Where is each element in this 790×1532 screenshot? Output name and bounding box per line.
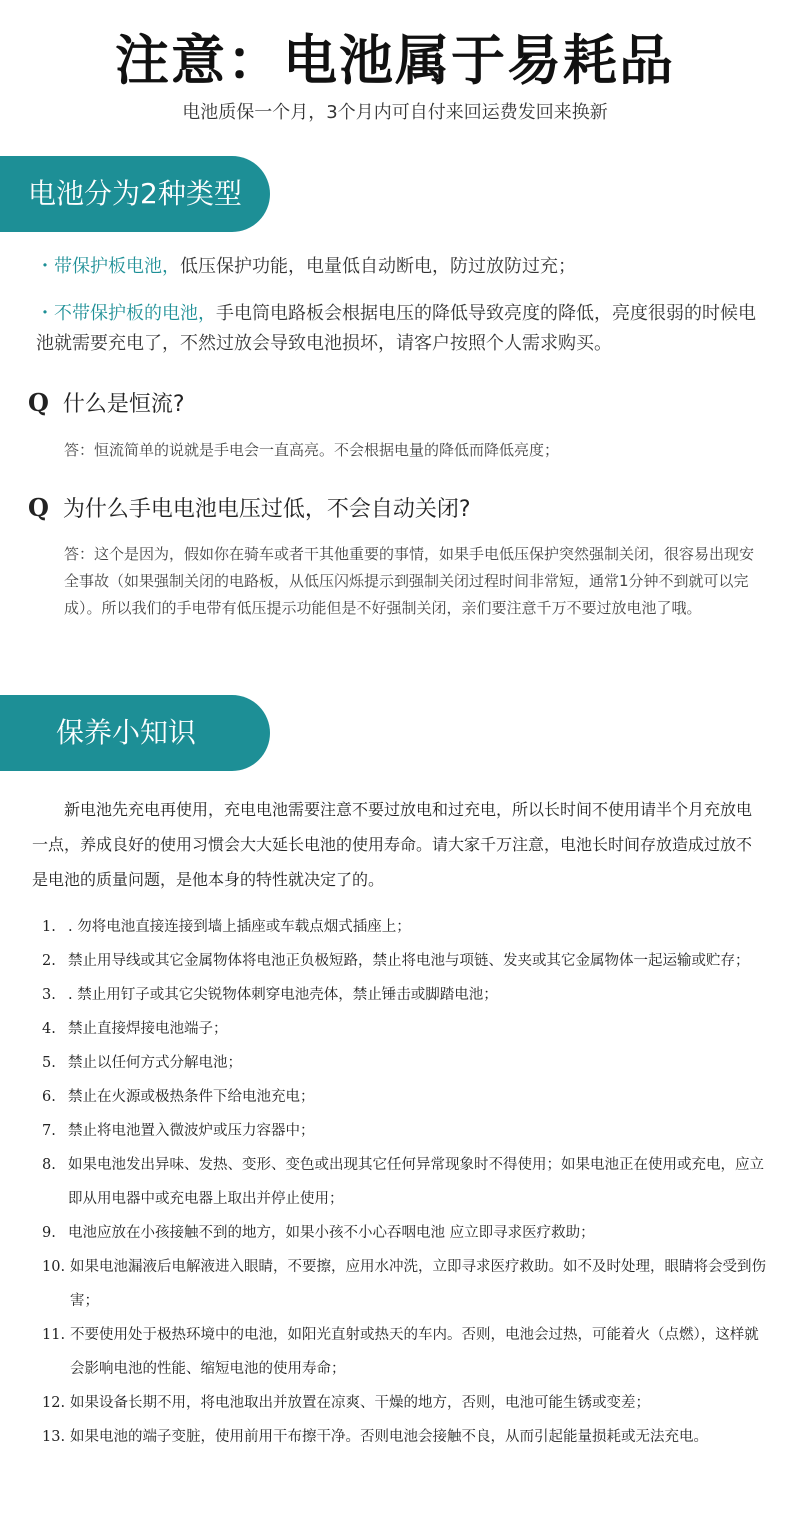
safety-rules-list [42,910,772,1454]
safety-rule-number: 1. [42,919,56,935]
battery-type-protected [36,252,756,282]
safety-rule-text: 禁止在火源或极热条件下给电池充电； [68,1089,315,1105]
safety-rule-number: 8. [42,1157,56,1173]
battery-type-unprotected-desc: 手电筒电路板会根据电压的降低导致亮度的降低，亮度很弱的时候电池就需要充电了，不然过放会导致电池损坏，请客户按照个人需求购买。 [36,303,756,354]
safety-rule-number: 7. [42,1123,56,1139]
safety-rule-text: 不要使用处于极热环境中的电池，如阳光直射或热天的车内。否则，电池会过热，可能着火（点燃），这样就会影响电池的性能、缩短电池的使用寿命； [70,1327,759,1377]
safety-rule-text: . 勿将电池直接连接到墙上插座或车载点烟式插座上； [68,919,411,935]
safety-rule-item [42,1386,772,1420]
safety-rule-text: 禁止以任何方式分解电池； [68,1055,242,1071]
safety-rule-item [42,1080,772,1114]
safety-rule-item [42,910,772,944]
safety-rule-number: 13. [42,1429,66,1445]
safety-rule-text: 禁止直接焊接电池端子； [68,1021,228,1037]
safety-rule-text: 如果电池的端子变脏，使用前用干布擦干净。否则电池会接触不良，从而引起能量损耗或无法充电。 [70,1429,708,1445]
safety-rule-number: 4. [42,1021,56,1037]
faq-question-2-text: 为什么手电电池电压过低，不会自动关闭? [62,497,471,522]
battery-type-unprotected [36,299,756,359]
battery-type-protected-label: ・带保护板电池， [36,256,180,277]
q-mark: Q [28,388,49,417]
safety-rule-number: 9. [42,1225,56,1241]
faq-question-1-text: 什么是恒流? [62,392,185,417]
safety-rule-number: 10. [42,1259,66,1275]
safety-rule-item [42,1420,772,1454]
safety-rule-item [42,1318,772,1386]
maintenance-intro: 新电池先充电再使用，充电电池需要注意不要过放电和过充电，所以长时间不使用请半个月充放电一点，养成良好的使用习惯会大大延长电池的使用寿命。请大家千万注意，电池长时间存放造成过放不是电池的质量问题，是他本身的特性就决定了的。 [32,800,753,889]
safety-rule-number: 6. [42,1089,56,1105]
faq-question-1 [28,388,185,420]
safety-rule-text: 如果设备长期不用，将电池取出并放置在凉爽、干燥的地方，否则，电池可能生锈或变差； [70,1395,650,1411]
safety-rule-text: . 禁止用钉子或其它尖锐物体刺穿电池壳体，禁止锤击或脚踏电池； [68,987,498,1003]
safety-rule-item [42,1250,772,1318]
safety-rule-number: 12. [42,1395,66,1411]
section-tab-battery-types: 电池分为2种类型 [0,156,270,232]
q-mark: Q [28,493,49,522]
safety-rule-text: 如果电池漏液后电解液进入眼睛，不要擦，应用水冲洗，立即寻求医疗救助。如不及时处理，眼睛将会受到伤害； [70,1259,766,1309]
safety-rule-item [42,1114,772,1148]
safety-rule-item [42,978,772,1012]
safety-rule-number: 5. [42,1055,56,1071]
faq-answer-1: 答：恒流简单的说就是手电会一直高亮。不会根据电量的降低而降低亮度； [64,441,560,459]
battery-type-protected-desc: 低压保护功能，电量低自动断电，防过放防过充； [180,256,576,277]
safety-rule-item [42,1012,772,1046]
safety-rule-number: 2. [42,953,56,969]
page-title: 注意：电池属于易耗品 [115,29,675,92]
safety-rule-item [42,1216,772,1250]
safety-rule-text: 如果电池发出异味、发热、变形、变色或出现其它任何异常现象时不得使用；如果电池正在使用或充电，应立即从用电器中或充电器上取出并停止使用； [68,1157,764,1207]
safety-rule-number: 3. [42,987,56,1003]
safety-rule-text: 禁止将电池置入微波炉或压力容器中； [68,1123,315,1139]
safety-rule-item [42,1046,772,1080]
battery-type-unprotected-label: ・不带保护板的电池， [36,303,216,324]
faq-question-2 [28,493,471,525]
faq-answer-2: 答：这个是因为，假如你在骑车或者干其他重要的事情，如果手电低压保护突然强制关闭，很容易出现安全事故（如果强制关闭的电路板，从低压闪烁提示到强制关闭过程时间非常短，通常1分钟不到就可以完成）。所以我们的手电带有低压提示功能但是不好强制关闭，亲们要注意千万不要过放电池了哦。 [64,545,755,617]
section-tab-maintenance: 保养小知识 [0,695,270,771]
safety-rule-number: 11. [42,1327,66,1343]
safety-rule-text: 电池应放在小孩接触不到的地方，如果小孩不小心吞咽电池 应立即寻求医疗救助； [68,1225,595,1241]
safety-rule-text: 禁止用导线或其它金属物体将电池正负极短路，禁止将电池与项链、发夹或其它金属物体一起运输或贮存； [68,953,750,969]
safety-rule-item [42,1148,772,1216]
safety-rule-item [42,944,772,978]
warranty-subtitle: 电池质保一个月，3个月内可自付来回运费发回来换新 [182,102,608,123]
